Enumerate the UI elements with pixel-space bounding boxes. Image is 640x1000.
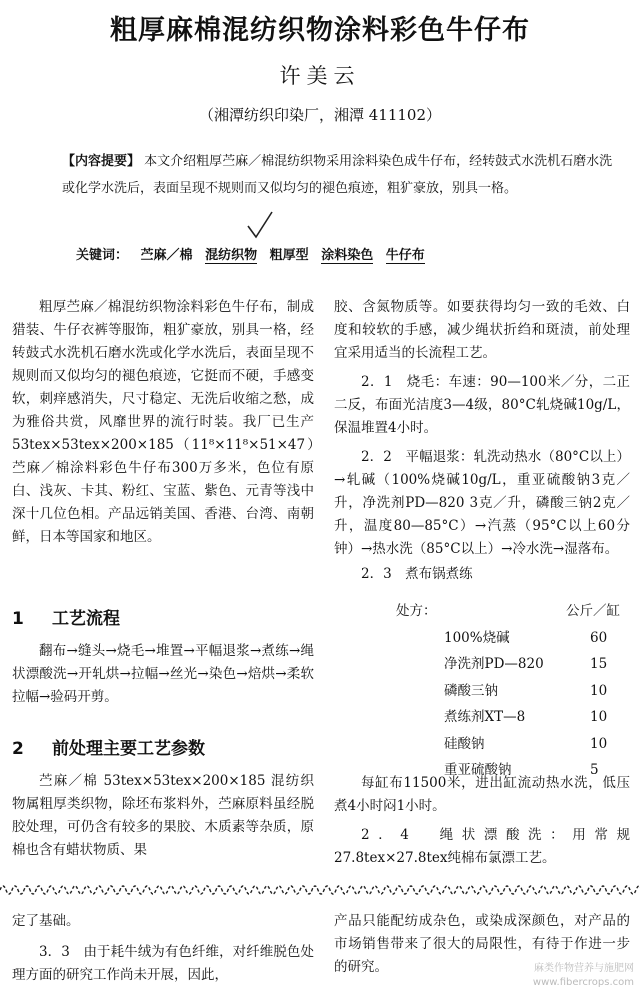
- recipe-header: 处方：: [396, 603, 437, 619]
- checkmark-icon: [246, 210, 274, 240]
- left-column-intro: [12, 296, 314, 549]
- watermark: [438, 962, 634, 990]
- recipe-row: [396, 625, 630, 652]
- section-1-heading: [12, 608, 314, 631]
- recipe-name: 净洗剂PD—820: [444, 656, 544, 672]
- recipe-row: [396, 704, 630, 731]
- recipe-table: [396, 598, 630, 784]
- recipe-header-row: [396, 598, 630, 625]
- section-2-1: 2．1 烧毛：车速：90—100米／分，二正二反，布面光洁度3—4级，80°C轧烧碱10g/L，保温堆置4小时。: [334, 374, 630, 436]
- right-column-bottom: [334, 772, 630, 870]
- bottom-right-paragraph: 产品只能配纺成杂色，或染成深颜色，对产品的市场销售带来了很大的局限性，有待于作进一步的研究。: [334, 913, 630, 975]
- abstract-text: 本文介绍粗厚苎麻／棉混纺织物采用涂料染色成牛仔布，经转鼓式水洗机石磨水洗或化学水洗后，表面呈现不规则而又似均匀的褪色痕迹，粗犷豪放，别具一格。: [62, 154, 613, 196]
- process-flow: 翻布→缝头→烧毛→堆置→平幅退浆→煮练→绳状漂酸洗→开轧烘→拉幅→丝光→染色→焙烘→柔软拉幅→验码开剪。: [12, 643, 314, 705]
- keyword-item: 牛仔布: [385, 248, 425, 263]
- recipe-row: [396, 651, 630, 678]
- recipe-row: [396, 731, 630, 758]
- section-2-3: 2．3 煮布锅煮练: [361, 566, 473, 582]
- bottom-left: [12, 910, 314, 987]
- keyword-item: 涂料染色: [321, 248, 374, 263]
- recipe-unit: 公斤／缸: [566, 603, 620, 619]
- recipe-value: 5: [590, 762, 599, 778]
- section-2-heading: [12, 738, 314, 761]
- section-1-body: [12, 640, 314, 709]
- abstract: [62, 148, 617, 202]
- section-number: 1: [12, 609, 24, 629]
- section-separator: [0, 878, 640, 902]
- keywords: [76, 244, 425, 263]
- article-title: 粗厚麻棉混纺织物涂料彩色牛仔布: [110, 15, 530, 46]
- section-3-3: 3．3 由于耗牛绒为有色纤维，对纤维脱色处理方面的研究工作尚未开展，因此，: [12, 944, 314, 983]
- abstract-label: 【内容提要】: [62, 154, 141, 169]
- recipe-value: 10: [590, 735, 608, 752]
- recipe-value: 15: [590, 656, 608, 672]
- affiliation: （湘潭纺织印染厂，湘潭 411102）: [198, 106, 442, 124]
- recipe-name: 硅酸钠: [444, 735, 485, 752]
- keyword-item: 苎麻／棉: [140, 248, 193, 263]
- watermark-line: 麻类作物营养与施肥网: [534, 963, 634, 974]
- intro-paragraph: 粗厚苎麻／棉混纺织物涂料彩色牛仔布，制成猎装、牛仔衣裤等服饰，粗犷豪放，别具一格，经转鼓式水洗机石磨水洗或化学水洗后，表面呈现不规则而又似均匀的褪色痕迹，它挺而不硬，手感变软，刺痒感消失，尺寸稳定、无洗后收缩之愁，成为雅俗共赏，风靡世界的流行时装。我厂已生产53tex×53tex×200×185（11⁸×11⁸×51×47）苎麻／棉涂料彩色牛仔布300万多米，色位有原白、浅灰、卡其、粉红、宝蓝、紫色、元青等浅中深十几位色相。产品远销美国、香港、台湾、南朝鲜，日本等国家和地区。: [12, 299, 314, 545]
- right-column-top: [334, 296, 630, 586]
- recipe-name: 煮练剂XT—8: [444, 709, 526, 725]
- recipe-value: 10: [590, 682, 608, 699]
- keywords-label: 关键词：: [76, 248, 129, 263]
- section-title: 前处理主要工艺参数: [52, 739, 205, 759]
- recipe-row: [396, 678, 630, 705]
- recipe-name: 重亚硫酸钠: [444, 762, 512, 778]
- author-name: 许美云: [279, 64, 361, 88]
- section-number: 2: [12, 739, 24, 759]
- recipe-name: 磷酸三钠: [444, 682, 498, 699]
- section-2-paragraph: 苎麻／棉 53tex×53tex×200×185 混纺织物属粗厚类织物，除坯布浆料外，苎麻原料虽经脱胶处理，可仍含有较多的果胶、木质素等杂质，原棉也含有蜡状物质、果: [12, 773, 314, 858]
- section-2-body: [12, 770, 314, 862]
- keyword-item: 粗厚型: [269, 248, 309, 263]
- section-2-4: 2．4 绳状漂酸洗：用常规27.8tex×27.8tex纯棉布氯漂工艺。: [334, 827, 630, 866]
- watermark-url: www.fibercrops.com: [532, 977, 634, 988]
- continuation-paragraph: 胶、含氮物质等。如要获得均匀一致的毛效、白度和较软的手感，减少绳状折绉和斑渍，前处理宜采用适当的长流程工艺。: [334, 299, 630, 361]
- recipe-value: 10: [590, 709, 608, 725]
- recipe-value: 60: [590, 629, 608, 646]
- bottom-left-line: 定了基础。: [12, 913, 80, 929]
- section-title: 工艺流程: [52, 609, 120, 629]
- after-recipe: 每缸布11500米，进出缸流动热水洗，低压煮4小时闷1小时。: [334, 775, 630, 814]
- keyword-item: 混纺织物: [205, 248, 258, 263]
- recipe-name: 100%烧碱: [444, 629, 510, 646]
- section-2-2: 2．2 平幅退浆：轧洗动热水（80°C以上）→轧碱（100%烧碱10g/L，重亚硫酸钠3克／升，净洗剂PD—820 3克／升，磷酸三钠2克／升，温度80—85°C）→汽蒸（95°C以上60分钟）→热水洗（85°C以上）→冷水洗→湿落布。: [334, 449, 630, 557]
